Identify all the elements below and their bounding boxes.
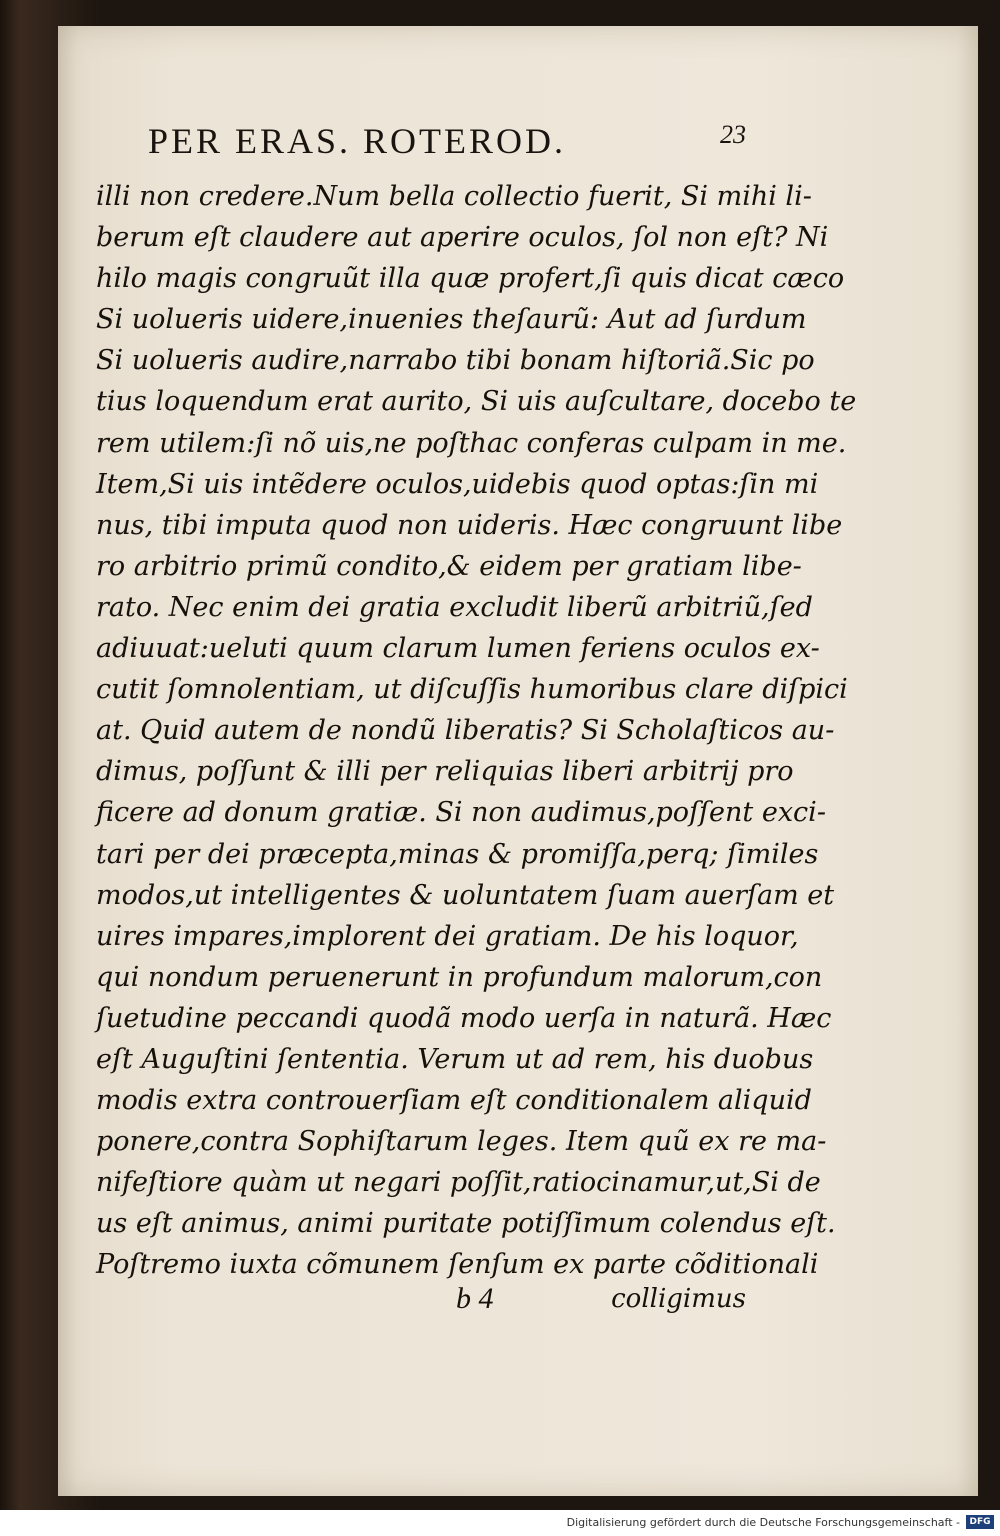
text-line: rem utilem:ſi nõ uis,ne poſthac conferas culpam in me. bbox=[96, 427, 847, 459]
text-line: adiuuat:ueluti quum clarum lumen feriens oculos ex- bbox=[96, 633, 820, 665]
text-line: nus, tibi imputa quod non uideris. Hæc congruunt libe bbox=[96, 509, 843, 541]
running-head: PER ERAS. ROTEROD. bbox=[148, 121, 567, 161]
text-line: Poſtremo iuxta cõmunem ſenſum ex parte cõditionali bbox=[96, 1249, 819, 1281]
footer-credit: Digitalisierung gefördert durch die Deutsche Forschungsgemeinschaft - bbox=[566, 1516, 960, 1529]
text-line: nifeſtiore quàm ut negari poſſit,ratiocinamur,ut,Si de bbox=[96, 1167, 821, 1199]
text-line: ponere,contra Sophiſtarum leges. Item quũ ex re ma- bbox=[96, 1126, 827, 1158]
text-line: us eſt animus, animi puritate potiſſimum colendus eſt. bbox=[96, 1208, 836, 1240]
text-line: cutit ſomnolentiam, ut diſcuſſis humoribus clare diſpici bbox=[96, 674, 848, 706]
text-line: Item,Si uis intẽdere oculos,uidebis quod optas:ſin mi bbox=[96, 468, 819, 500]
text-line: modos,ut intelligentes & uoluntatem ſuam auerſam et bbox=[96, 879, 835, 911]
page-number: 23 bbox=[720, 120, 746, 149]
text-line: ficere ad donum gratiæ. Si non audimus,poſſent exci- bbox=[96, 797, 826, 829]
text-line: at. Quid autem de nondũ liberatis? Si Scholaſticos au- bbox=[96, 715, 835, 747]
text-line: Si uolueris uidere,inuenies theſaurũ: Aut ad ſurdum bbox=[96, 304, 807, 336]
body-text bbox=[96, 176, 857, 1286]
text-line: berum eſt claudere aut aperire oculos, ſol non eſt? Ni bbox=[96, 222, 829, 254]
text-line: ſuetudine peccandi quodã modo uerſa in naturã. Hæc bbox=[96, 1002, 832, 1034]
text-line: rato. Nec enim dei gratia excludit liberũ arbitriũ,ſed bbox=[96, 591, 813, 623]
text-line: uires impares,implorent dei gratiam. De his loquor, bbox=[96, 920, 799, 952]
text-line: ro arbitrio primũ condito,& eidem per gratiam libe- bbox=[96, 550, 802, 582]
text-line: tari per dei præcepta,minas & promiſſa,perq; ſimiles bbox=[96, 838, 819, 870]
dfg-logo: DFG bbox=[966, 1515, 994, 1529]
text-line: eſt Auguſtini ſententia. Verum ut ad rem, his duobus bbox=[96, 1043, 814, 1075]
text-line: tius loquendum erat aurito, Si uis auſcultare, docebo te bbox=[96, 386, 857, 418]
catchword: colligimus bbox=[611, 1284, 746, 1314]
text-line: qui nondum peruenerunt in profundum malorum,con bbox=[96, 961, 823, 993]
text-line: modis extra controuerſiam eſt conditionalem aliquid bbox=[96, 1085, 812, 1117]
text-line: dimus, poſſunt & illi per reliquias liberi arbitrij pro bbox=[96, 756, 794, 788]
text-line: Si uolueris audire,narrabo tibi bonam hiſtoriã.Sic po bbox=[96, 345, 815, 377]
signature-mark: b 4 bbox=[456, 1282, 494, 1315]
text-line: illi non credere.Num bella collectio fuerit, Si mihi li- bbox=[96, 181, 812, 212]
text-line: hilo magis congruũt illa quæ profert,ſi quis dicat cæco bbox=[96, 263, 845, 295]
